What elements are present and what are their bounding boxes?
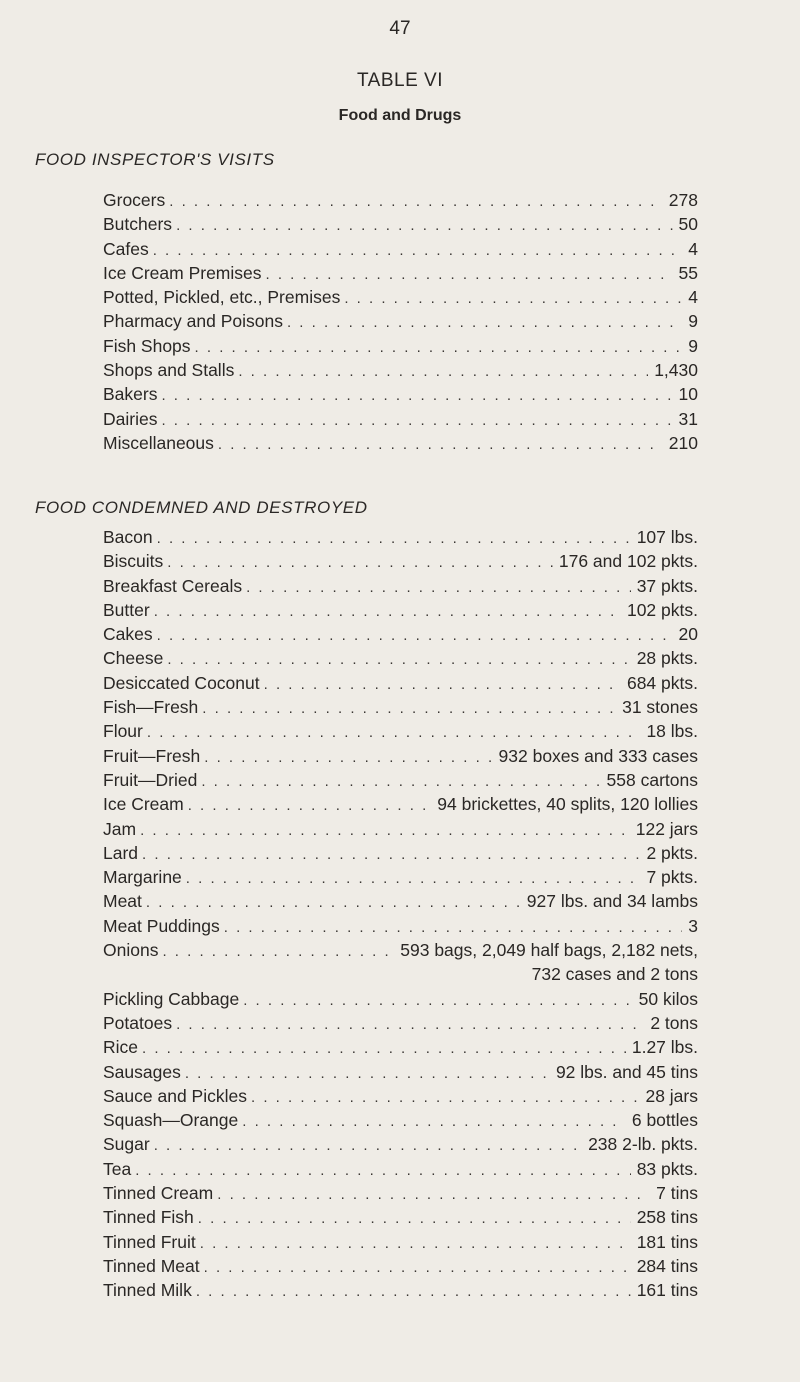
dot-leader (264, 676, 621, 693)
row-label: Dairies (103, 408, 158, 429)
row-label: Fruit—Fresh (103, 745, 201, 766)
row-label: Tea (103, 1158, 132, 1179)
row-value: 9 (688, 335, 698, 356)
row-value: 37 pkts. (636, 575, 698, 596)
row-value: 50 kilos (638, 988, 698, 1009)
table-row (103, 648, 698, 672)
row-label: Meat (103, 891, 142, 912)
row-value: 2 pkts. (646, 842, 698, 863)
dot-leader (162, 943, 394, 960)
row-value: 20 (678, 624, 698, 645)
row-value: 4 (688, 287, 698, 308)
dot-leader (157, 530, 631, 547)
table-row (103, 697, 698, 721)
row-value: 55 (678, 262, 698, 283)
dot-leader (204, 749, 492, 766)
row-value: 10 (678, 384, 698, 405)
table-row (103, 1159, 698, 1183)
table-row (103, 263, 698, 287)
dot-leader (153, 242, 683, 259)
row-label: Tinned Cream (103, 1183, 214, 1204)
row-value: 7 tins (656, 1183, 698, 1204)
dot-leader (204, 1259, 631, 1276)
table-row (103, 1037, 698, 1061)
row-value: 28 jars (645, 1085, 698, 1106)
row-value: 932 boxes and 333 cases (498, 745, 698, 766)
row-label: Rice (103, 1037, 139, 1058)
dot-leader (238, 363, 648, 380)
dot-leader (167, 554, 553, 571)
row-value: 9 (688, 311, 698, 332)
row-value: 284 tins (636, 1255, 698, 1276)
row-label: Shops and Stalls (103, 360, 235, 381)
table-subtitle: Food and Drugs (338, 107, 462, 124)
row-label: Potatoes (103, 1012, 173, 1033)
table-row (103, 1013, 698, 1037)
row-value: 558 cartons (606, 769, 698, 790)
row-label: Onions (103, 940, 159, 961)
dot-leader (157, 627, 673, 644)
table-row (103, 409, 698, 433)
dot-leader (167, 651, 630, 668)
row-label: Pharmacy and Poisons (103, 311, 283, 332)
row-label: Sausages (103, 1061, 181, 1082)
page-number: 47 (389, 18, 411, 39)
table-row (103, 770, 698, 794)
row-label: Butchers (103, 214, 173, 235)
row-label: Squash—Orange (103, 1110, 239, 1131)
condemned-section-heading: FOOD CONDEMNED AND DESTROYED (35, 498, 368, 517)
table-row (103, 600, 698, 624)
dot-leader (161, 387, 672, 404)
row-value: 278 (668, 190, 698, 210)
row-value: 176 and 102 pkts. (558, 551, 698, 572)
row-value: 181 tins (636, 1231, 698, 1252)
row-label: Tinned Fish (103, 1207, 194, 1228)
row-label: Tinned Milk (103, 1280, 192, 1301)
table-row (103, 1086, 698, 1110)
row-label: Potted, Pickled, etc., Premises (103, 287, 341, 308)
row-value: 593 bags, 2,049 half bags, 2,182 nets, (400, 940, 698, 961)
row-value: 102 pkts. (626, 599, 698, 620)
row-value: 31 (678, 408, 698, 429)
dot-leader (169, 193, 663, 210)
table-row (103, 1183, 698, 1207)
table-row (103, 384, 698, 408)
table-row (103, 527, 698, 551)
row-label: Fruit—Dried (103, 769, 198, 790)
table-row (103, 190, 698, 214)
table-row (103, 673, 698, 697)
table-row (103, 1062, 698, 1086)
table-row (103, 1232, 698, 1256)
visits-list (103, 190, 698, 457)
table-row (103, 360, 698, 384)
row-label: Flour (103, 721, 143, 742)
row-label: Meat Puddings (103, 915, 220, 936)
row-label: Desiccated Coconut (103, 672, 260, 693)
row-value: 238 2-lb. pkts. (588, 1134, 698, 1155)
table-row (103, 214, 698, 238)
dot-leader (135, 1162, 630, 1179)
table-row (103, 746, 698, 770)
row-label: Ice Cream Premises (103, 262, 262, 283)
row-value: 1,430 (654, 360, 698, 381)
row-value: 107 lbs. (636, 527, 698, 547)
dot-leader (186, 870, 641, 887)
visits-section-heading: FOOD INSPECTOR'S VISITS (35, 150, 275, 169)
row-label: Bakers (103, 384, 158, 405)
dot-leader (195, 339, 683, 356)
table-row (103, 287, 698, 311)
row-value: 2 tons (650, 1012, 698, 1033)
table-row (103, 891, 698, 915)
table-row (103, 1110, 698, 1134)
dot-leader (202, 700, 616, 717)
row-label: Ice Cream (103, 794, 184, 815)
table-row (103, 794, 698, 818)
dot-leader (217, 1186, 650, 1203)
row-value: 122 jars (635, 818, 698, 839)
dot-leader (154, 1137, 582, 1154)
row-value: 28 pkts. (636, 648, 698, 669)
table-title: TABLE VI (356, 70, 443, 91)
row-label: Cheese (103, 648, 164, 669)
table-row (103, 1207, 698, 1231)
row-label: Miscellaneous (103, 432, 214, 453)
table-row (103, 916, 698, 940)
row-label: Pickling Cabbage (103, 988, 240, 1009)
table-row (103, 989, 698, 1013)
table-row (103, 311, 698, 335)
condemned-list (103, 527, 698, 1305)
row-value: 92 lbs. and 45 tins (555, 1061, 698, 1082)
dot-leader (146, 894, 521, 911)
row-value-continuation: 732 cases and 2 tons (531, 964, 698, 985)
dot-leader (242, 1113, 626, 1130)
dot-leader (176, 1016, 644, 1033)
dot-leader (176, 217, 672, 234)
dot-leader (161, 412, 672, 429)
row-value: 18 lbs. (646, 721, 698, 742)
dot-leader (185, 1065, 550, 1082)
dot-leader (287, 314, 682, 331)
row-label: Tinned Meat (103, 1255, 200, 1276)
dot-leader (224, 919, 683, 936)
dot-leader (251, 1089, 639, 1106)
row-label: Fish—Fresh (103, 697, 199, 718)
table-row (103, 624, 698, 648)
row-value: 684 pkts. (626, 672, 698, 693)
row-label: Cafes (103, 238, 149, 259)
row-label: Sugar (103, 1134, 150, 1155)
row-label: Fish Shops (103, 335, 191, 356)
row-label: Jam (103, 818, 137, 839)
dot-leader (218, 436, 663, 453)
dot-leader (154, 603, 621, 620)
dot-leader (246, 579, 631, 596)
table-row (103, 867, 698, 891)
dot-leader (142, 846, 640, 863)
row-label: Lard (103, 842, 139, 863)
row-label: Bacon (103, 527, 153, 547)
row-label: Biscuits (103, 551, 164, 572)
table-row (103, 551, 698, 575)
row-value: 1.27 lbs. (631, 1037, 698, 1058)
dot-leader (201, 773, 600, 790)
row-label: Margarine (103, 867, 182, 888)
row-value: 210 (668, 432, 698, 453)
dot-leader (266, 266, 673, 283)
row-value: 50 (678, 214, 698, 235)
table-row (103, 721, 698, 745)
table-row (103, 819, 698, 843)
row-label: Breakfast Cereals (103, 575, 243, 596)
row-value: 94 brickettes, 40 splits, 120 lollies (437, 794, 698, 815)
dot-leader (196, 1283, 631, 1300)
row-label: Grocers (103, 190, 166, 210)
table-row (103, 1134, 698, 1158)
table-row (103, 576, 698, 600)
row-label: Butter (103, 599, 150, 620)
dot-leader (140, 822, 630, 839)
table-row (103, 940, 698, 964)
table-row (103, 433, 698, 457)
row-value: 31 stones (622, 697, 698, 718)
row-value: 7 pkts. (646, 867, 698, 888)
row-value: 258 tins (636, 1207, 698, 1228)
dot-leader (243, 992, 632, 1009)
row-value: 161 tins (636, 1280, 698, 1301)
table-row (103, 843, 698, 867)
table-row (103, 336, 698, 360)
row-label: Sauce and Pickles (103, 1085, 247, 1106)
table-row (103, 1256, 698, 1280)
dot-leader (200, 1235, 631, 1252)
row-value: 83 pkts. (636, 1158, 698, 1179)
dot-leader (344, 290, 682, 307)
row-value: 3 (688, 915, 698, 936)
dot-leader (198, 1210, 631, 1227)
row-value: 6 bottles (631, 1110, 698, 1131)
dot-leader (142, 1040, 626, 1057)
row-value: 4 (688, 238, 698, 259)
dot-leader (147, 724, 641, 741)
row-label: Tinned Fruit (103, 1231, 196, 1252)
table-row (103, 1280, 698, 1304)
dot-leader (188, 797, 432, 814)
row-label: Cakes (103, 624, 153, 645)
table-row (103, 239, 698, 263)
row-value: 927 lbs. and 34 lambs (526, 891, 698, 912)
